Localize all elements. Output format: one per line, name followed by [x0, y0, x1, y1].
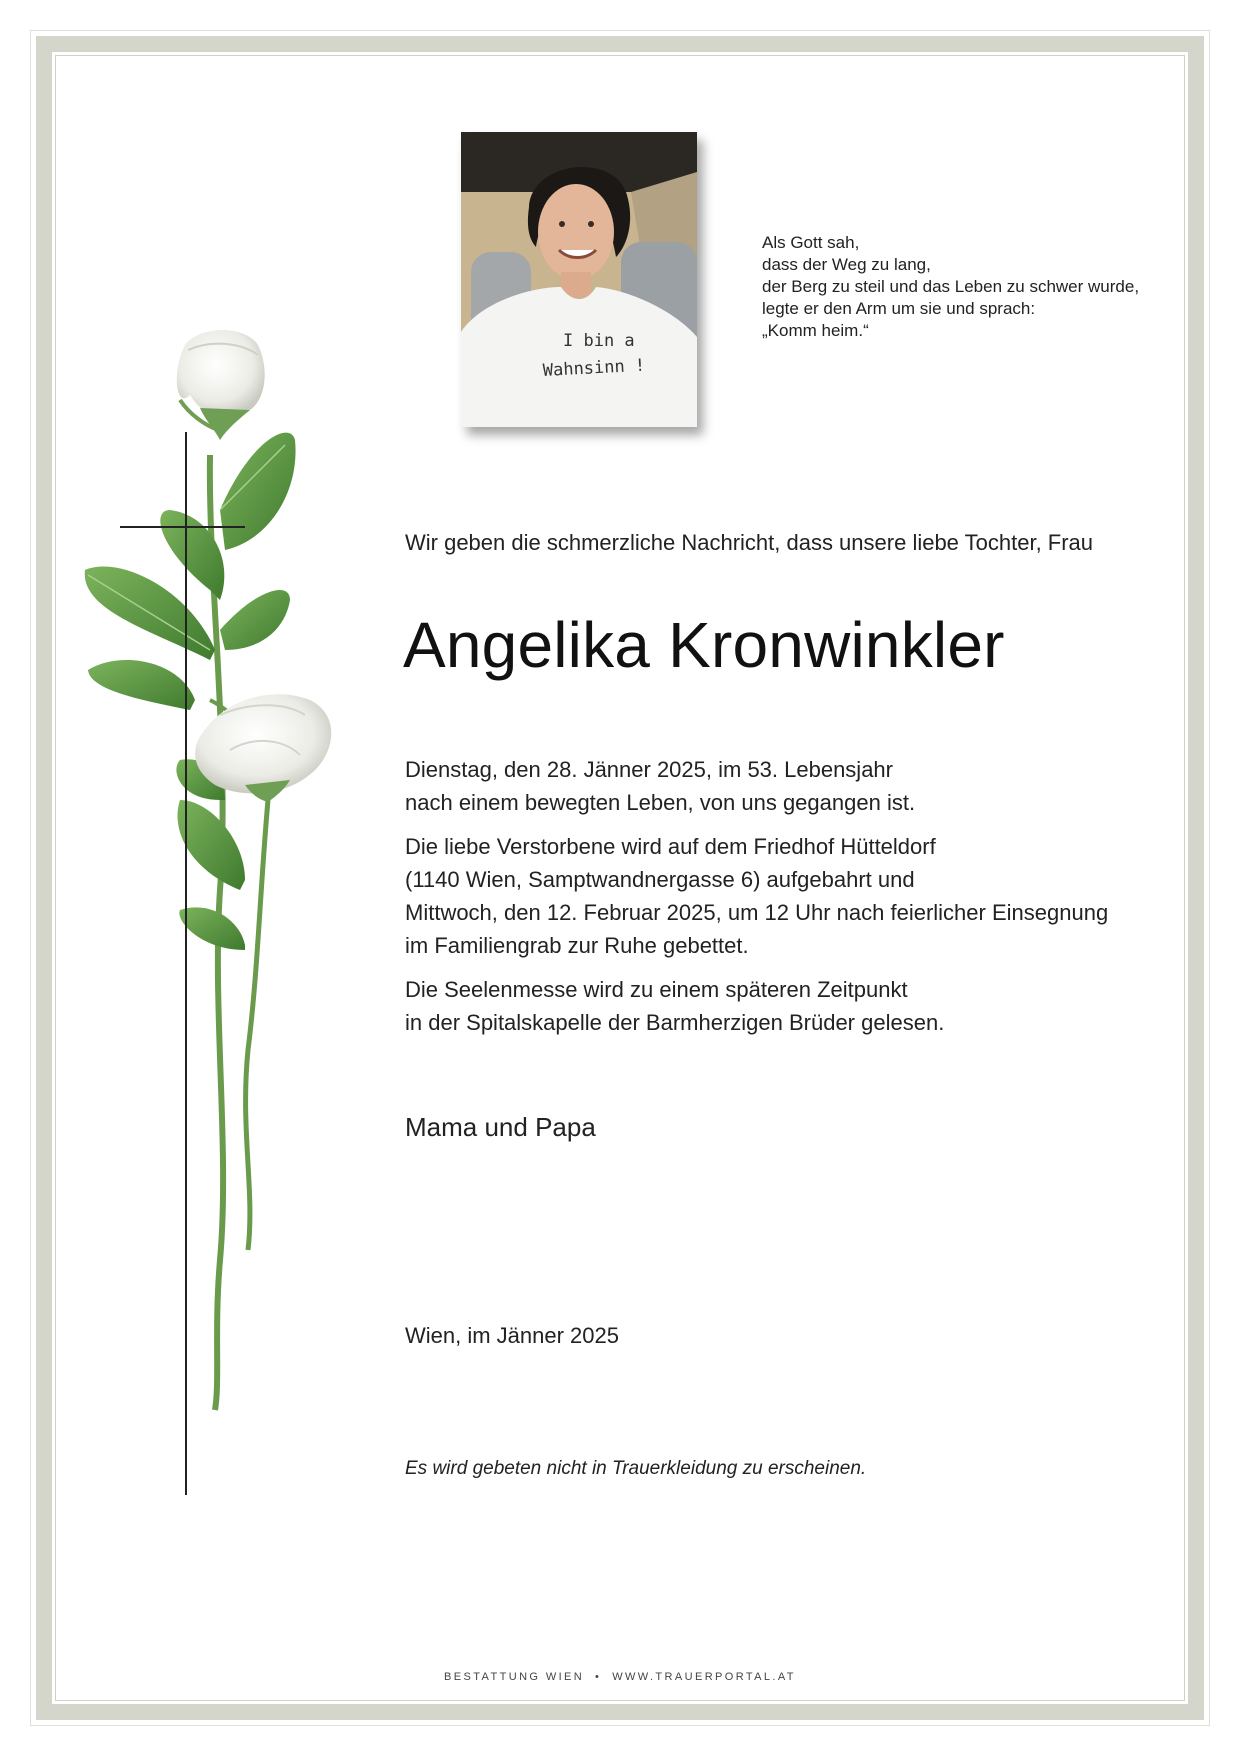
- text-line: in der Spitalskapelle der Barmherzigen Brüder gelesen.: [405, 1010, 945, 1035]
- text-line: nach einem bewegten Leben, von uns gegangen ist.: [405, 790, 916, 815]
- shirt-text-line1: I bin a: [563, 331, 635, 351]
- dress-code-note: Es wird gebeten nicht in Trauerkleidung zu erscheinen.: [405, 1458, 867, 1479]
- poem-line: dass der Weg zu lang,: [762, 255, 931, 274]
- deceased-name: Angelika Kronwinkler: [403, 609, 1005, 681]
- portrait-photo: [461, 132, 697, 427]
- family-signature: Mama und Papa: [405, 1112, 596, 1142]
- text-line: Die liebe Verstorbene wird auf dem Friedhof Hütteldorf: [405, 834, 936, 859]
- text-line: im Familiengrab zur Ruhe gebettet.: [405, 933, 749, 958]
- place-date: Wien, im Jänner 2025: [405, 1323, 619, 1348]
- white-rose-icon: [80, 330, 360, 1420]
- intro-text: Wir geben die schmerzliche Nachricht, dass unsere liebe Tochter, Frau: [405, 530, 1094, 555]
- shirt-text-line2: Wahnsinn !: [542, 355, 646, 381]
- footer-credit: BESTATTUNG WIEN • WWW.TRAUERPORTAL.AT: [444, 1671, 796, 1683]
- cross-horizontal-line: [120, 526, 245, 528]
- text-line: Dienstag, den 28. Jänner 2025, im 53. Lebensjahr: [405, 757, 893, 782]
- poem-line: legte er den Arm um sie und sprach:: [762, 299, 1036, 318]
- poem: [762, 232, 1182, 342]
- announcement-body: [405, 742, 1165, 1050]
- poem-line: „Komm heim.“: [762, 321, 869, 340]
- text-line: Mittwoch, den 12. Februar 2025, um 12 Uhr nach feierlicher Einsegnung: [405, 900, 1109, 925]
- text-line: Die Seelenmesse wird zu einem späteren Zeitpunkt: [405, 977, 908, 1002]
- text-line: (1140 Wien, Samptwandnergasse 6) aufgebahrt und: [405, 867, 915, 892]
- cross-vertical-line: [185, 432, 187, 1495]
- poem-line: der Berg zu steil und das Leben zu schwer wurde,: [762, 277, 1140, 296]
- poem-line: Als Gott sah,: [762, 233, 860, 252]
